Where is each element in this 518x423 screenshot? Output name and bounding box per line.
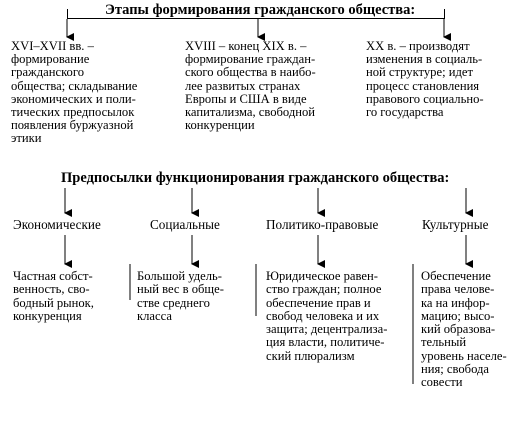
category-economic: Экономические (13, 217, 101, 232)
prereq-title: Предпосылки функционирования гражданского общества: (61, 170, 450, 186)
economic-description: Частная собст- венность, сво- бодный рынок, конкуренция (13, 269, 94, 323)
stages-title: Этапы формирования гражданского общества: (105, 2, 416, 18)
stage-20-text: XX в. – производят изменения в социаль- ной структуре; идет процесс становления правового социально- го государства (366, 39, 484, 120)
stage-16-17-text: XVI–XVII вв. – формирование гражданского общества; складывание экономических и поли- тических предпосылок появления буржуазной этики (11, 39, 138, 146)
stage-18-19-text: XVIII – конец XIX в. – формирование граждан- ского общества в наибо- лее развитых странах Европы и США в виде капитализма, свободной конкуренции (185, 39, 316, 133)
category-political-legal: Политико-правовые (266, 217, 379, 232)
cultural-description: Обеспечение права челове- ка на инфор- мацию; высо- кий образова- тельный уровень населе- ния; свобода совести (421, 269, 507, 390)
category-social: Социальные (150, 217, 220, 232)
political-legal-description: Юридическое равен- ство граждан; полное обеспечение прав и свобод человека и их защита; децентрализа- ция власти, политиче- ский плюрализм (266, 269, 388, 363)
social-description: Большой удель- ный вес в обще- стве среднего класса (137, 269, 224, 323)
category-cultural: Культурные (422, 217, 489, 232)
